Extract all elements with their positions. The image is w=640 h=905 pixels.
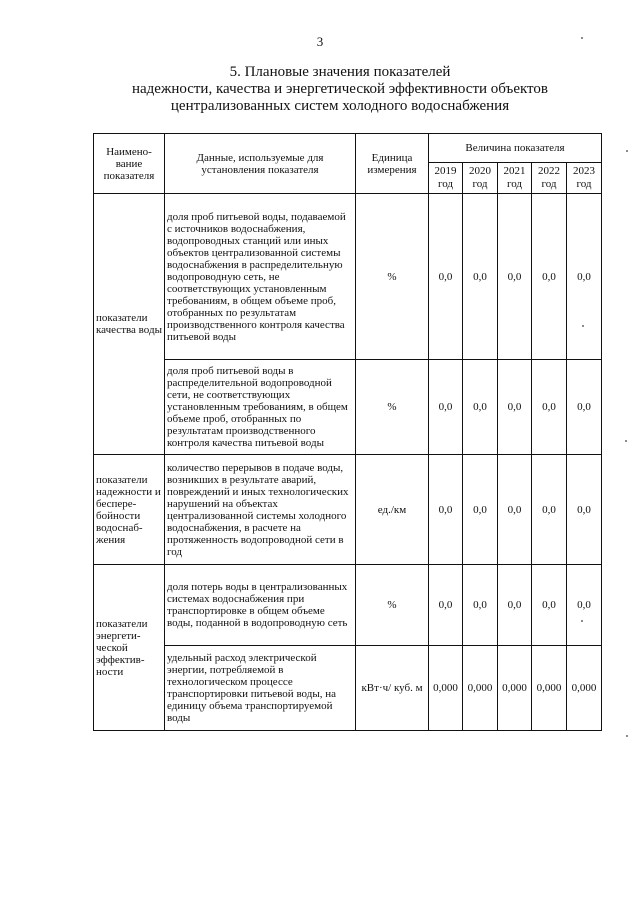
row-unit: % — [356, 360, 429, 455]
header-name: Наимено- вание показателя — [94, 134, 165, 194]
table-row — [94, 194, 602, 360]
header-year: 2023 год — [567, 163, 602, 194]
table-row — [94, 360, 602, 455]
group-cell: показатели энергети-ческой эффектив-ности — [94, 565, 165, 731]
title-line-2: надежности, качества и энергетической эффективности объектов — [131, 81, 548, 97]
row-description: удельный расход электрической энергии, потребляемой в технологическом процессе транспортировки питьевой воды, на единицу объема транспортируемой воды — [165, 646, 356, 731]
title-line-1: 5. Плановые значения показателей — [229, 64, 451, 80]
value-cell: 0,000 — [498, 646, 532, 731]
header-year: 2021 год — [498, 163, 532, 194]
value-cell: 0,0 — [532, 194, 567, 360]
scan-speck — [582, 325, 584, 327]
row-description: доля проб питьевой воды, подаваемой с источников водоснабжения, водопроводных станций или иных объектов централизованной системы водоснабжения в распределительную водопроводную сеть, не соответствующих установленным требованиям, в общем объеме проб, отобранных по результатам производственного контроля качества питьевой воды — [165, 194, 356, 360]
header-unit: Единица измерения — [356, 134, 429, 194]
value-cell: 0,0 — [567, 565, 602, 646]
value-cell: 0,0 — [567, 455, 602, 565]
value-cell: 0,0 — [463, 455, 498, 565]
table-row — [94, 565, 602, 646]
value-cell: 0,0 — [463, 360, 498, 455]
value-cell: 0,000 — [567, 646, 602, 731]
scan-speck — [581, 620, 583, 622]
value-cell: 0,0 — [498, 565, 532, 646]
row-description: доля потерь воды в централизованных системах водоснабжения при транспортировке в общем объеме воды, поданной в водопроводную сеть — [165, 565, 356, 646]
row-description: количество перерывов в подаче воды, возникших в результате аварий, повреждений и иных технологических нарушений на объектах централизованной системы холодного водоснабжения, в расчете на протяженность водопроводной сети в год — [165, 455, 356, 565]
value-cell: 0,000 — [463, 646, 498, 731]
table-row — [94, 455, 602, 565]
value-cell: 0,0 — [498, 194, 532, 360]
value-cell: 0,0 — [429, 455, 463, 565]
table-row — [94, 646, 602, 731]
value-cell: 0,0 — [532, 360, 567, 455]
title-line-3: централизованных систем холодного водоснабжения — [170, 98, 510, 114]
value-cell: 0,0 — [463, 194, 498, 360]
value-cell: 0,0 — [463, 565, 498, 646]
value-cell: 0,0 — [532, 565, 567, 646]
value-cell: 0,000 — [532, 646, 567, 731]
value-cell: 0,0 — [429, 194, 463, 360]
row-description: доля проб питьевой воды в распределительной водопроводной сети, не соответствующих установленным требованиям, в общем объеме проб, отобранных по результатам производственного контроля качества питьевой воды — [165, 360, 356, 455]
page-title — [100, 64, 580, 115]
header-year: 2019 год — [429, 163, 463, 194]
header-year: 2022 год — [532, 163, 567, 194]
row-unit: % — [356, 194, 429, 360]
value-cell: 0,0 — [498, 360, 532, 455]
group-cell: показатели надежности и беспере-бойности водоснаб-жения — [94, 455, 165, 565]
scan-speck — [625, 440, 627, 442]
header-data: Данные, используемые для установления показателя — [165, 134, 356, 194]
scan-speck — [581, 37, 583, 39]
value-cell: 0,0 — [429, 360, 463, 455]
row-unit: ед./км — [356, 455, 429, 565]
row-unit: % — [356, 565, 429, 646]
indicators-table — [93, 133, 602, 731]
value-cell: 0,0 — [498, 455, 532, 565]
scan-speck — [626, 735, 628, 737]
value-cell: 0,000 — [429, 646, 463, 731]
header-year: 2020 год — [463, 163, 498, 194]
scan-speck — [626, 150, 628, 152]
header-value: Величина показателя — [429, 134, 602, 163]
row-unit: кВт·ч/ куб. м — [356, 646, 429, 731]
value-cell: 0,0 — [532, 455, 567, 565]
value-cell: 0,0 — [567, 360, 602, 455]
value-cell: 0,0 — [567, 194, 602, 360]
page-number: 3 — [316, 34, 324, 49]
value-cell: 0,0 — [429, 565, 463, 646]
group-cell: показатели качества воды — [94, 194, 165, 455]
